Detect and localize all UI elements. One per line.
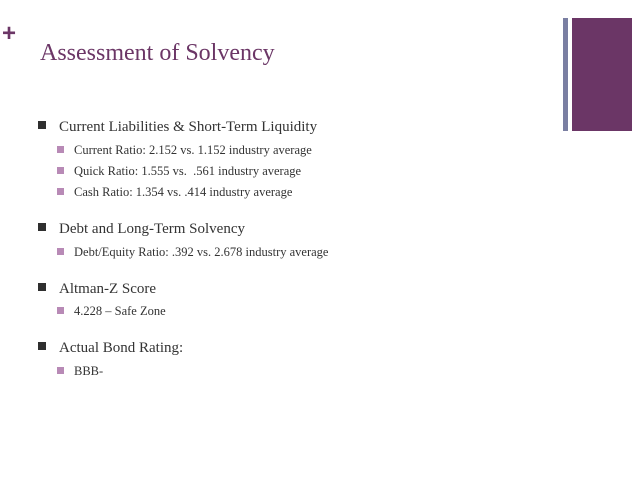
bullet-level1-liquidity [38, 118, 317, 136]
bullet-text: Current Liabilities & Short-Term Liquidity [59, 119, 318, 135]
bullet-text: 4.228 – Safe Zone [74, 304, 166, 318]
square-bullet-icon [38, 223, 46, 231]
bullet-level1-debt [38, 220, 245, 238]
bullet-level2-current-ratio [57, 142, 312, 158]
bullet-level2-quick-ratio [57, 163, 301, 179]
square-bullet-icon [57, 146, 64, 153]
square-bullet-icon [57, 188, 64, 195]
square-bullet-icon [57, 307, 64, 314]
decorative-bar-thick [572, 18, 632, 131]
bullet-level2-bond-value [57, 363, 103, 379]
bullet-text: BBB- [74, 364, 104, 378]
bullet-level1-altman [38, 280, 156, 298]
square-bullet-icon [38, 342, 46, 350]
square-bullet-icon [57, 367, 64, 374]
square-bullet-icon [38, 121, 46, 129]
square-bullet-icon [38, 283, 46, 291]
bullet-text: Quick Ratio: 1.555 vs. .561 industry average [74, 164, 302, 178]
bullet-text: Altman-Z Score [59, 281, 157, 297]
bullet-level2-cash-ratio [57, 184, 292, 200]
square-bullet-icon [57, 167, 64, 174]
bullet-text: Actual Bond Rating: [59, 340, 184, 356]
bullet-text: Debt and Long-Term Solvency [59, 221, 245, 237]
bullet-level1-bond-rating [38, 339, 183, 357]
bullet-level2-debt-equity [57, 244, 328, 260]
square-bullet-icon [57, 248, 64, 255]
plus-icon: + [2, 20, 17, 47]
bullet-text: Debt/Equity Ratio: .392 vs. 2.678 industry average [74, 245, 329, 259]
decorative-bar-thin [563, 18, 568, 131]
bullet-text: Current Ratio: 2.152 vs. 1.152 industry average [74, 143, 312, 157]
slide-title: Assessment of Solvency [40, 40, 275, 66]
bullet-level2-altman-score [57, 303, 166, 319]
bullet-text: Cash Ratio: 1.354 vs. .414 industry average [74, 185, 293, 199]
